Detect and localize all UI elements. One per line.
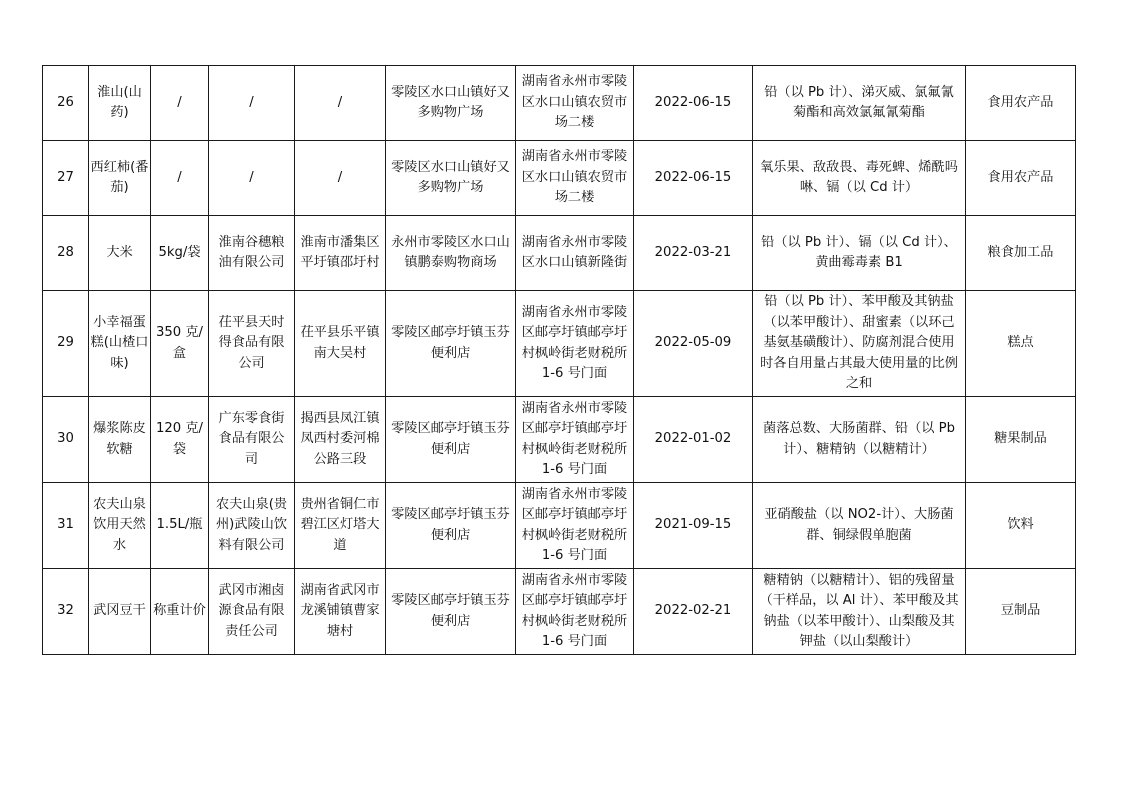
production-date: 2022-01-02	[634, 397, 753, 483]
manufacturer-address: 茌平县乐平镇南大吴村	[295, 291, 386, 397]
product-spec: /	[151, 66, 209, 141]
manufacturer-address: 贵州省铜仁市碧江区灯塔大道	[295, 483, 386, 569]
manufacturer-address: /	[295, 66, 386, 141]
manufacturer-address: 揭西县凤江镇凤西村委河棉公路三段	[295, 397, 386, 483]
manufacturer: 农夫山泉(贵州)武陵山饮料有限公司	[209, 483, 295, 569]
row-number: 28	[43, 216, 89, 291]
product-spec: /	[151, 141, 209, 216]
manufacturer: 淮南谷穗粮油有限公司	[209, 216, 295, 291]
production-date: 2022-06-15	[634, 141, 753, 216]
product-name: 小幸福蛋糕(山楂口味)	[89, 291, 151, 397]
product-spec: 称重计价	[151, 569, 209, 655]
sampled-unit: 零陵区水口山镇好又多购物广场	[386, 66, 516, 141]
sampled-unit: 零陵区水口山镇好又多购物广场	[386, 141, 516, 216]
product-name: 农夫山泉饮用天然水	[89, 483, 151, 569]
product-name: 西红柿(番茄)	[89, 141, 151, 216]
table-row	[43, 291, 1076, 397]
row-number: 31	[43, 483, 89, 569]
manufacturer: 广东零食街食品有限公司	[209, 397, 295, 483]
manufacturer: 武冈市湘卤源食品有限责任公司	[209, 569, 295, 655]
production-date: 2022-05-09	[634, 291, 753, 397]
product-spec: 1.5L/瓶	[151, 483, 209, 569]
table-row	[43, 397, 1076, 483]
sampled-unit: 零陵区邮亭圩镇玉芬便利店	[386, 483, 516, 569]
product-spec: 350 克/盒	[151, 291, 209, 397]
table-row	[43, 141, 1076, 216]
product-name: 淮山(山药)	[89, 66, 151, 141]
inspection-items: 菌落总数、大肠菌群、铅（以 Pb 计）、糖精钠（以糖精计）	[753, 397, 966, 483]
row-number: 30	[43, 397, 89, 483]
sampled-unit-address: 湖南省永州市零陵区水口山镇农贸市场二楼	[516, 141, 634, 216]
food-category: 糖果制品	[966, 397, 1076, 483]
manufacturer: 茌平县天时得食品有限公司	[209, 291, 295, 397]
food-category: 糕点	[966, 291, 1076, 397]
table-row	[43, 483, 1076, 569]
food-category: 饮料	[966, 483, 1076, 569]
sampled-unit: 零陵区邮亭圩镇玉芬便利店	[386, 569, 516, 655]
product-name: 爆浆陈皮软糖	[89, 397, 151, 483]
sampled-unit-address: 湖南省永州市零陵区水口山镇新隆街	[516, 216, 634, 291]
inspection-items: 铅（以 Pb 计）、涕灭威、氯氟氰菊酯和高效氯氟氰菊酯	[753, 66, 966, 141]
sampled-unit-address: 湖南省永州市零陵区邮亭圩镇邮亭圩村枫岭街老财税所 1-6 号门面	[516, 291, 634, 397]
inspection-items: 糖精钠（以糖精计）、铝的残留量（干样品，以 Al 计）、苯甲酸及其钠盐（以苯甲酸计）、山梨酸及其钾盐（以山梨酸计）	[753, 569, 966, 655]
manufacturer-address: /	[295, 141, 386, 216]
row-number: 26	[43, 66, 89, 141]
inspection-results-table	[42, 65, 1076, 655]
product-name: 大米	[89, 216, 151, 291]
production-date: 2022-02-21	[634, 569, 753, 655]
product-spec: 5kg/袋	[151, 216, 209, 291]
sampled-unit: 永州市零陵区水口山镇鹏泰购物商场	[386, 216, 516, 291]
production-date: 2022-06-15	[634, 66, 753, 141]
manufacturer-address: 湖南省武冈市龙溪铺镇曹家塘村	[295, 569, 386, 655]
manufacturer-address: 淮南市潘集区平圩镇邵圩村	[295, 216, 386, 291]
sampled-unit-address: 湖南省永州市零陵区邮亭圩镇邮亭圩村枫岭街老财税所 1-6 号门面	[516, 569, 634, 655]
food-category: 粮食加工品	[966, 216, 1076, 291]
sampled-unit: 零陵区邮亭圩镇玉芬便利店	[386, 291, 516, 397]
inspection-items: 铅（以 Pb 计）、苯甲酸及其钠盐（以苯甲酸计）、甜蜜素（以环己基氨基磺酸计）、防腐剂混合使用时各自用量占其最大使用量的比例之和	[753, 291, 966, 397]
row-number: 27	[43, 141, 89, 216]
product-name: 武冈豆干	[89, 569, 151, 655]
production-date: 2022-03-21	[634, 216, 753, 291]
production-date: 2021-09-15	[634, 483, 753, 569]
sampled-unit-address: 湖南省永州市零陵区邮亭圩镇邮亭圩村枫岭街老财税所 1-6 号门面	[516, 397, 634, 483]
table-row	[43, 216, 1076, 291]
manufacturer: /	[209, 141, 295, 216]
sampled-unit-address: 湖南省永州市零陵区邮亭圩镇邮亭圩村枫岭街老财税所 1-6 号门面	[516, 483, 634, 569]
row-number: 29	[43, 291, 89, 397]
table-row	[43, 569, 1076, 655]
sampled-unit-address: 湖南省永州市零陵区水口山镇农贸市场二楼	[516, 66, 634, 141]
row-number: 32	[43, 569, 89, 655]
food-category: 食用农产品	[966, 141, 1076, 216]
sampled-unit: 零陵区邮亭圩镇玉芬便利店	[386, 397, 516, 483]
table-row	[43, 66, 1076, 141]
food-category: 食用农产品	[966, 66, 1076, 141]
inspection-items: 铅（以 Pb 计）、镉（以 Cd 计）、黄曲霉毒素 B1	[753, 216, 966, 291]
manufacturer: /	[209, 66, 295, 141]
inspection-items: 亚硝酸盐（以 NO2-计）、大肠菌群、铜绿假单胞菌	[753, 483, 966, 569]
food-category: 豆制品	[966, 569, 1076, 655]
inspection-items: 氧乐果、敌敌畏、毒死蜱、烯酰吗啉、镉（以 Cd 计）	[753, 141, 966, 216]
product-spec: 120 克/袋	[151, 397, 209, 483]
